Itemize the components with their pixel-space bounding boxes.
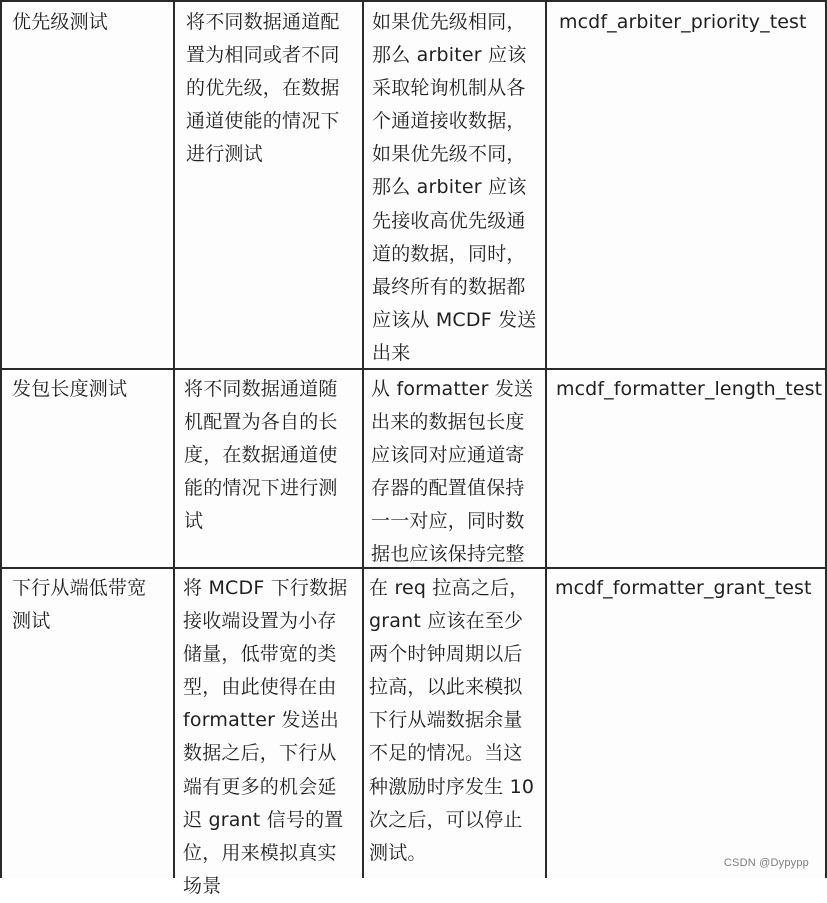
row-2-test-name: 发包长度测试 (12, 378, 128, 400)
column-divider-left (0, 0, 2, 878)
row-2-description: 将不同数据通道随 机配置为各自的长 度，在数据通道使 能的情况下进行测 试 (184, 378, 338, 533)
row-1-description: 将不同数据通道配 置为相同或者不同 的优先级，在数据 通道使能的情况下 进行测试 (186, 11, 340, 166)
watermark-text: CSDN @Dypypp (723, 857, 809, 869)
row-1-test-name: 优先级测试 (12, 11, 109, 33)
column-divider-2 (362, 0, 364, 878)
row-3-test-name: 下行从端低带宽 测试 (12, 577, 147, 633)
row-3-expected-result: 在 req 拉高之后， grant 应该在至少 两个时钟周期以后 拉高，以此来模拟 下行从端数据余量 不足的情况。当这 种激励时序发生 10 次之后，可以停止 测试。 (369, 577, 535, 864)
column-divider-1 (173, 0, 175, 878)
row-3-description: 将 MCDF 下行数据 接收端设置为小存 储量，低带宽的类 型，由此使得在由 formatter 发送出 数据之后，下行从 端有更多的机会延 迟 grant 信号的置 位，用来模拟真实 场景 (183, 577, 348, 897)
row-2-expected-result: 从 formatter 发送 出来的数据包长度 应该同对应通道寄 存器的配置值保持 一一对应，同时数 据也应该保持完整 (371, 378, 534, 566)
column-divider-3 (545, 0, 547, 878)
row-1-expected-result: 如果优先级相同， 那么 arbiter 应该 采取轮询机制从各 个通道接收数据， 如果优先级不同， 那么 arbiter 应该 先接收高优先级通 道的数据，同时， 最终所有的数据都 应该从 MCDF 发送 出来 (372, 11, 537, 364)
row-3-test-identifier: mcdf_formatter_grant_test (555, 577, 812, 599)
row-2-test-identifier: mcdf_formatter_length_test (556, 378, 823, 400)
row-1-test-identifier: mcdf_arbiter_priority_test (559, 11, 807, 33)
row-divider-top (0, 0, 827, 2)
